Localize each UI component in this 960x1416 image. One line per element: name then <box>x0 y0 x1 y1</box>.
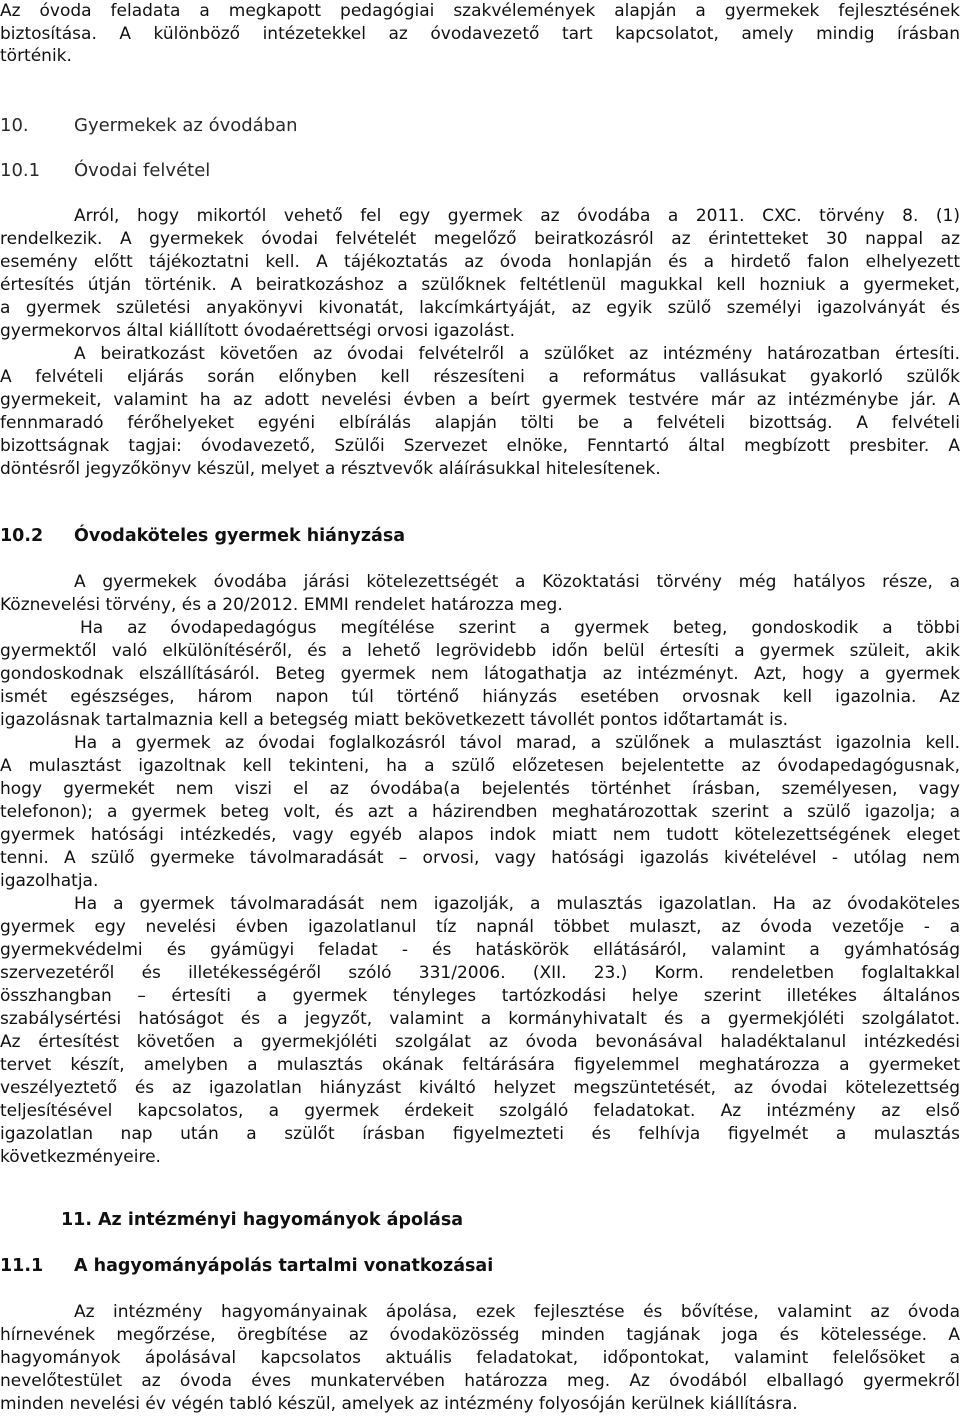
text-line: szervezetéről és illetékességéről szóló 331/2006. (XII. 23.) Korm. rendeletben foglaltakkal <box>0 963 960 983</box>
text-line: hagyományok ápolásával kapcsolatos aktuális feladatokat, időpontokat, valamint felelősöket a <box>0 1348 960 1368</box>
text-line: gyermektől való elkülönítéséről, és a lehető legrövidebb időn belül értesíti a gyermek szüleit, akik <box>0 641 960 661</box>
text-line: Az intézmény hagyományainak ápolása, ezek fejlesztése és bővítése, valamint az óvoda <box>74 1302 960 1322</box>
text-line: gyermekorvos által kiállított óvodaérettségi orvosi igazolást. <box>0 321 516 341</box>
subsection-title: Óvodai felvétel <box>74 160 211 181</box>
subsection-number: 11.1 <box>0 1256 44 1276</box>
text-line: összhangban – értesíti a gyermek tényleges tartózkodási helye szerint illetékes általános <box>0 986 960 1006</box>
section-number: 10. <box>0 115 29 136</box>
text-line: ismét egészséges, három napon túl történő hiányzás esetében orvosnak kell igazolnia. Az <box>0 687 960 707</box>
text-line: döntésről jegyzőkönyv készül, melyet a résztvevők aláírásukkal hitelesítenek. <box>0 459 661 479</box>
subsection-number: 10.1 <box>0 160 41 181</box>
text-line: Az óvoda feladata a megkapott pedagógiai szakvélemények alapján a gyermekek fejlesztésének <box>0 1 960 21</box>
subsection-number: 10.2 <box>0 526 44 546</box>
text-line: esemény előtt tájékoztatni kell. A tájékoztatás az óvoda honlapján és a hirdető falon elhelyezett <box>0 252 960 272</box>
text-line: a gyermek születési anyakönyvi kivonatát, lakcímkártyáját, az egyik szülő személyi igazolványát és <box>0 298 960 318</box>
text-line: igazolatlan nap után a szülőt írásban figyelmezteti és felhívja figyelmét a mulasztás <box>0 1124 960 1144</box>
text-line: hogy gyermekét nem viszi el az óvodába(a bejelentés történhet írásban, személyesen, vagy <box>0 779 960 799</box>
text-line: gyermekeit, valamint ha az adott nevelési évben a beírt gyermek testvére már az intézménybe jár. A <box>0 390 960 410</box>
subsection-title: Óvodaköteles gyermek hiányzása <box>74 526 406 546</box>
text-line: veszélyeztető és az igazolatlan hiányzást kiváltó helyzet megszüntetését, az óvodai kötelezettség <box>0 1078 960 1098</box>
text-line: értesítés útján történik. A beiratkozáshoz a szülőknek feltétlenül magukkal kell hozniuk a gyermeket, <box>0 275 960 295</box>
text-line: nevelőtestület az óvoda éves munkatervében határozza meg. Az óvodából elballagó gyermekről <box>0 1371 960 1391</box>
text-line: Ha az óvodapedagógus megítélése szerint a gyermek beteg, gondoskodik a többi <box>80 618 960 638</box>
text-line: igazolásnak tartalmaznia kell a betegség miatt bekövetkezett távollét pontos időtartamát is. <box>0 710 789 730</box>
text-line: hírnevének megőrzése, öregbítése az óvodaközösség minden tagjának joga és kötelessége. A <box>0 1325 960 1345</box>
section-title: Gyermekek az óvodában <box>74 115 298 136</box>
text-line: teljesítésével kapcsolatos, a gyermek érdekeit szolgáló feladatokat. Az intézmény az első <box>0 1101 960 1121</box>
text-line: szabálysértési hatóságot és a jegyzőt, valamint a kormányhivatalt és a gyermekjóléti szolgálatot. <box>0 1009 960 1029</box>
text-line: Ha a gyermek az óvodai foglalkozásról távol marad, a szülőnek a mulasztást igazolnia kell. <box>74 733 960 753</box>
text-line: bizottságnak tagjai: óvodavezető, Szülői Szervezet elnöke, Fenntartó által megbízott presbiter. A <box>0 436 960 456</box>
section-title: Az intézményi hagyományok ápolása <box>98 1210 464 1230</box>
section-number: 11. <box>61 1210 93 1230</box>
text-line: Köznevelési törvény, és a 20/2012. EMMI rendelet határozza meg. <box>0 595 563 615</box>
text-line: A mulasztást igazoltnak kell tekinteni, ha a szülő előzetesen bejelentette az óvodapedagógusnak, <box>0 756 960 776</box>
text-line: telefonon); a gyermek beteg volt, és azt a házirendben meghatározottak szerint a szülő igazolja; a <box>0 802 960 822</box>
text-line: Arról, hogy mikortól vehető fel egy gyermek az óvodába a 2011. CXC. törvény 8. (1) <box>74 206 960 226</box>
text-line: gyermek hatósági intézkedés, vagy egyéb alapos indok miatt nem tudott kötelezettségének eleget <box>0 825 960 845</box>
text-line: A beiratkozást követően az óvodai felvételről a szülőket az intézmény határozatban értesíti. <box>74 344 960 364</box>
text-line: Ha a gyermek távolmaradását nem igazolják, a mulasztás igazolatlan. Ha az óvodaköteles <box>74 894 960 914</box>
text-line: A felvételi eljárás során előnyben kell részesíteni a református vallásukat gyakorló szülők <box>0 367 960 387</box>
text-line: rendelkezik. A gyermekek óvodai felvételét megelőző beiratkozásról az érintetteket 30 nappal az <box>0 229 960 249</box>
text-line: gyermekvédelmi és gyámügyi feladat - és hatáskörök ellátásáról, valamint a gyámhatóság <box>0 940 960 960</box>
text-line: tervet készít, amelyben a mulasztás okának feltárására figyelemmel meghatározza a gyermeket <box>0 1055 960 1075</box>
subsection-title: A hagyományápolás tartalmi vonatkozásai <box>74 1256 494 1276</box>
text-line: minden nevelési év végén tabló készül, amelyek az intézmény folyosóján kerülnek kiállításra. <box>0 1394 798 1414</box>
text-line: igazolhatja. <box>0 871 99 891</box>
text-line: gondoskodnak elszállításáról. Beteg gyermek nem látogathatja az intézményt. Azt, hogy a gyermek <box>0 664 960 684</box>
text-line: Az értesítést követően a gyermekjóléti szolgálat az óvoda bevonásával haladéktalanul intézkedési <box>0 1032 960 1052</box>
text-line: következményeire. <box>0 1147 161 1167</box>
text-line: biztosítása. A különböző intézetekkel az óvodavezető tart kapcsolatot, amely mindig írásban <box>0 23 960 44</box>
text-line: fennmaradó férőhelyeket egyéni elbírálás alapján tölti be a felvételi bizottság. A felvételi <box>0 413 960 433</box>
text-line: történik. <box>0 46 72 66</box>
text-line: tenni. A szülő gyermeke távolmaradását – orvosi, vagy hatósági igazolás kivételével - utólag nem <box>0 848 960 868</box>
text-line: gyermek egy nevelési évben igazolatlanul tíz napnál többet mulaszt, az óvoda vezetője - a <box>0 917 960 937</box>
text-line: A gyermekek óvodába járási kötelezettségét a Közoktatási törvény még hatályos része, a <box>74 572 960 592</box>
